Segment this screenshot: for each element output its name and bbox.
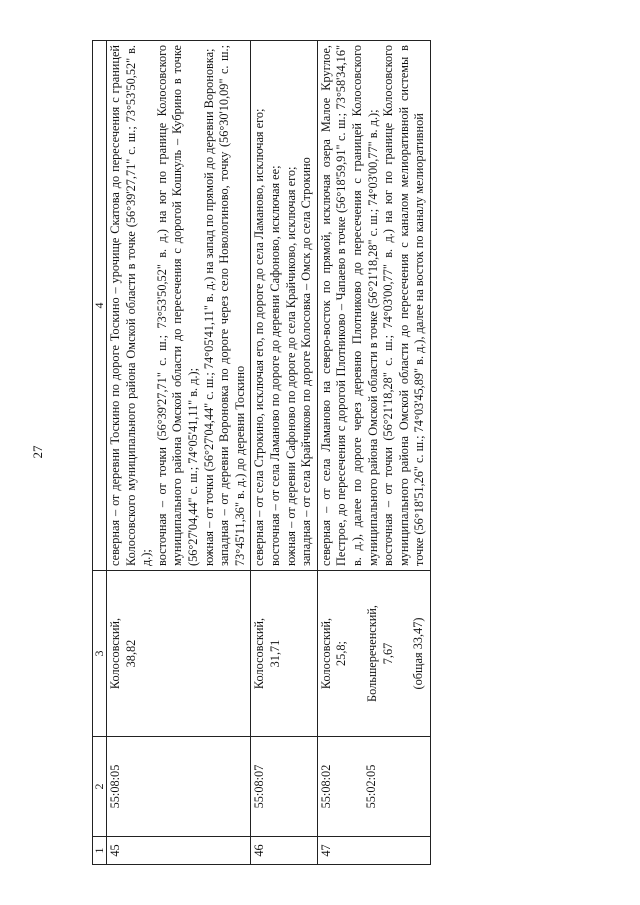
header-col-1: 1	[93, 837, 107, 865]
page-number: 27	[30, 445, 45, 459]
district-area-cell	[107, 571, 251, 737]
cadastral-code: 55:08:07	[252, 764, 267, 809]
district-name: Большереченский,	[364, 605, 379, 702]
table-row	[251, 41, 317, 865]
boundary-table	[92, 40, 431, 865]
district-area-cell	[251, 571, 317, 737]
row-number: 45	[107, 837, 251, 865]
boundary-description	[317, 41, 430, 571]
cadastral-code-cell	[107, 737, 251, 837]
table-row	[317, 41, 430, 865]
north-boundary: северная – от села Строкино, исключая его, по дороге до села Ламаново, исключая его;	[252, 108, 267, 566]
cadastral-code-cell	[317, 737, 430, 837]
district-name: Колосовский,	[252, 617, 267, 690]
header-col-3: 3	[93, 571, 107, 737]
total-area: (общая 33,47)	[411, 617, 426, 690]
cadastral-code-cell	[251, 737, 317, 837]
north-boundary: северная – от села Ламаново на северо-восток по прямой, исключая озера Малое Круглое, Пестрое, до пересечения с дорогой Плотниково – Чапаево в точке (56°18'59,91" с. ш.; 73°58'34,16" в. д.), далее по дороге через деревню Плотниково до пересечения с границей Колосовского муниципального района Омской области в точке (56°21'18,28" с. ш.; 74°03'00,77" в. д.);	[318, 45, 380, 566]
district-area: 25,8;	[334, 641, 349, 666]
south-boundary: южная – от деревни Сафоново по дороге до села Крайчиково, исключая его;	[283, 166, 298, 566]
district-area: 38,82	[123, 639, 138, 668]
rotated-page-content	[92, 40, 607, 865]
east-boundary: восточная – от точки (56°21'18,28" с. ш.; 74°03'00,77" в. д.) на юг по границе Колосовского муниципального района Омской области до пересечения с каналом мелиоративной системы в точке (56°18'51,26" с. ш.; 74°03'45,89" в. д.), далее на восток по каналу мелиоративной	[381, 45, 427, 566]
west-boundary: западная – от деревни Вороновка по дороге через село Новологиново, точку (56°30'10,09" с. ш.; 73°45'11,36" в. д.) до деревни Тоскино	[217, 45, 247, 566]
header-row	[93, 41, 107, 865]
header-col-2: 2	[93, 737, 107, 837]
row-number: 47	[317, 837, 430, 865]
district-area: 7,67	[380, 642, 395, 665]
north-boundary: северная – от деревни Тоскино по дороге Тоскино – урочище Скатова до пересечения с границей Колосовского муниципального района Омской области в точке (56°39'27,71" с. ш.; 73°53'50,52" в. д.);	[108, 45, 154, 566]
district-name: Колосовский,	[318, 617, 333, 690]
table-row	[107, 41, 251, 865]
district-area: 31,71	[267, 639, 282, 668]
east-boundary: восточная – от точки (56°39'27,71" с. ш.; 73°53'50,52" в. д.) на юг по границе Колосовского муниципального района Омской области до пересечения с дорогой Кошкуль – Кубрино в точке (56°27'04,44" с. ш.; 74°05'41,11" в. д.);	[154, 45, 200, 566]
cadastral-code: 55:08:05	[108, 764, 122, 809]
district-name: Колосовский,	[108, 617, 122, 690]
south-boundary: южная – от точки (56°27'04,44" с. ш.; 74°05'41,11" в. д.) на запад по прямой до деревни Вороновка;	[201, 48, 216, 566]
cadastral-code: 55:02:05	[364, 764, 379, 809]
west-boundary: западная – от села Крайчиково по дороге Колосовка – Омск до села Строкино	[299, 157, 314, 566]
cadastral-code: 55:08:02	[318, 764, 333, 809]
east-boundary: восточная – от села Ламаново по дороге до деревни Сафоново, исключая ее;	[267, 165, 282, 566]
row-number: 46	[251, 837, 317, 865]
boundary-description	[251, 41, 317, 571]
header-col-4: 4	[93, 41, 107, 571]
boundary-description	[107, 41, 251, 571]
district-area-cell	[317, 571, 430, 737]
